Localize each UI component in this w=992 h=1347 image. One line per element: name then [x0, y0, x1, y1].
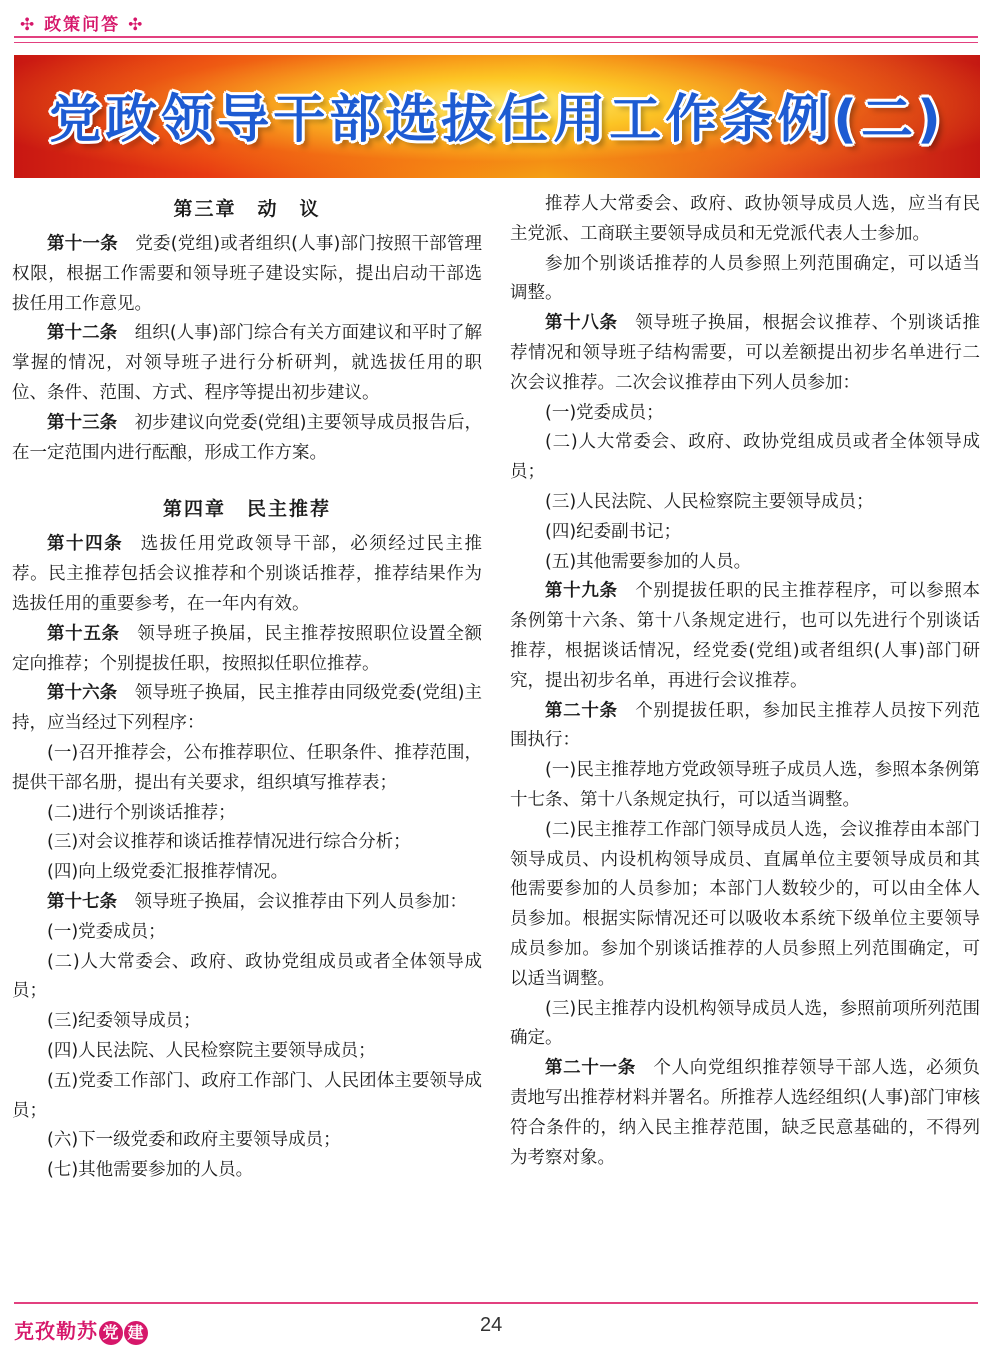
article-16-label: 第十六条 [47, 683, 118, 704]
article-17 [12, 888, 482, 918]
article-19-label: 第十九条 [545, 581, 618, 602]
article-13-label: 第十三条 [47, 412, 118, 433]
article-20-text: 个别提拔任职，参加民主推荐人员按下列范围执行： [510, 700, 981, 751]
article-17-item: (一)党委成员； [47, 921, 166, 942]
article-18-text: 领导班子换届，根据会议推荐、个别谈话推荐情况和领导班子结构需要，可以差额提出初步名单进行二次会议推荐。二次会议推荐由下列人员参加： [510, 313, 981, 393]
article-18-item: (三)人民法院、人民检察院主要领导成员； [545, 491, 874, 512]
chapter-3-heading: 第三章 动 议 [173, 198, 321, 220]
article-18-item: (五)其他需要参加的人员。 [545, 551, 752, 572]
article-21 [510, 1054, 980, 1173]
title-banner [14, 55, 980, 178]
article-18-label: 第十八条 [545, 313, 618, 334]
article-13 [12, 409, 482, 469]
article-12-label: 第十二条 [47, 323, 118, 344]
article-20-item: (三)民主推荐内设机构领导成员人选，参照前项所列范围确定。 [510, 998, 980, 1049]
article-17-item: (二)人大常委会、政府、政协党组成员或者全体领导成员； [12, 951, 482, 1002]
article-15-text: 领导班子换届，民主推荐按照职位设置全额定向推荐；个别提拔任职，按照拟任职位推荐。 [12, 623, 483, 674]
article-16-text: 领导班子换届，民主推荐由同级党委(党组)主持，应当经过下列程序： [12, 683, 483, 734]
top-divider-thin [14, 42, 978, 43]
top-divider [14, 36, 978, 38]
article-15-label: 第十五条 [47, 623, 120, 644]
footer-brand-badge: 建 [124, 1321, 148, 1345]
left-column [12, 190, 482, 1186]
paragraph: 推荐人大常委会、政府、政协领导成员人选，应当有民主党派、工商联主要领导成员和无党派代表人士参加。 [510, 194, 980, 244]
article-17-item: (七)其他需要参加的人员。 [47, 1160, 254, 1181]
article-16-item: (一)召开推荐会，公布推荐职位、任职条件、推荐范围，提供干部名册，提出有关要求，组织填写推荐表； [12, 742, 482, 793]
page-number: 24 [480, 1314, 503, 1336]
article-18-item: (四)纪委副书记； [545, 521, 682, 542]
chapter-4-heading: 第四章 民主推荐 [162, 498, 331, 521]
article-17-item: (四)人民法院、人民检察院主要领导成员； [47, 1040, 376, 1061]
article-13-text: 初步建议向党委(党组)主要领导成员报告后，在一定范围内进行酝酿，形成工作方案。 [12, 412, 483, 463]
article-18 [510, 309, 980, 398]
bottom-divider [14, 1302, 978, 1304]
article-18-item: (一)党委成员； [545, 402, 664, 423]
article-20 [510, 697, 980, 757]
article-21-label: 第二十一条 [545, 1058, 636, 1079]
right-column [510, 190, 980, 1173]
article-17-item: (三)纪委领导成员； [47, 1011, 201, 1032]
paragraph: 参加个别谈话推荐的人员参照上列范围确定，可以适当调整。 [510, 253, 980, 304]
article-16-item: (三)对会议推荐和谈话推荐情况进行综合分析； [47, 832, 411, 853]
article-19-text: 个别提拔任职的民主推荐程序，可以参照本条例第十六条、第十八条规定进行，也可以先进行个别谈话推荐，根据谈话情况，经党委(党组)或者组织(人事)部门研究，提出初步名单，再进行会议推荐。 [510, 581, 981, 691]
footer-brand-logo [14, 1315, 148, 1345]
article-17-text: 领导班子换届，会议推荐由下列人员参加： [134, 891, 467, 912]
article-17-label: 第十七条 [47, 891, 117, 912]
article-12 [12, 319, 482, 408]
footer-brand-text: 克孜勒苏 [14, 1319, 98, 1343]
article-14 [12, 530, 482, 619]
section-label: ✣ 政策问答 ✣ [20, 15, 145, 35]
article-11-label: 第十一条 [47, 234, 118, 254]
article-20-item: (二)民主推荐工作部门领导成员人选，会议推荐由本部门领导成员、内设机构领导成员、直属单位主要领导成员和其他需要参加的人员参加；本部门人数较少的，可以由全体人员参加。根据实际情况还可以吸收本系统下级单位主要领导成员参加。参加个别谈话推荐的人员参照上列范围确定，可以适当调整。 [510, 819, 980, 989]
article-11 [12, 230, 482, 319]
article-12-text: 组织(人事)部门综合有关方面建议和平时了解掌握的情况，对领导班子进行分析研判，就选拔任用的职位、条件、范围、方式、程序等提出初步建议。 [12, 323, 483, 403]
page-title: 党政领导干部选拔任用工作条例(二) [49, 90, 945, 150]
article-16 [12, 679, 482, 739]
article-14-label: 第十四条 [47, 534, 124, 555]
article-20-label: 第二十条 [545, 700, 618, 721]
article-17-item: (六)下一级党委和政府主要领导成员； [47, 1130, 341, 1151]
article-16-item: (四)向上级党委汇报推荐情况。 [47, 862, 289, 883]
article-11-text: 党委(党组)或者组织(人事)部门按照干部管理权限，根据工作需要和领导班子建设实际，提出启动干部选拔任用工作意见。 [12, 234, 483, 314]
article-16-item: (二)进行个别谈话推荐； [47, 802, 236, 823]
top-bar [14, 8, 978, 38]
article-20-item: (一)民主推荐地方党政领导班子成员人选，参照本条例第十七条、第十八条规定执行，可以适当调整。 [510, 760, 980, 810]
article-14-text: 选拔任用党政领导干部，必须经过民主推荐。民主推荐包括会议推荐和个别谈话推荐，推荐结果作为选拔任用的重要参考，在一年内有效。 [12, 534, 483, 614]
article-19 [510, 577, 980, 696]
footer-brand-badge: 党 [99, 1321, 123, 1345]
article-15 [12, 620, 482, 680]
article-18-item: (二)人大常委会、政府、政协党组成员或者全体领导成员； [510, 432, 980, 483]
article-17-item: (五)党委工作部门、政府工作部门、人民团体主要领导成员； [12, 1070, 482, 1121]
article-21-text: 个人向党组织推荐领导干部人选，必须负责地写出推荐材料并署名。所推荐人选经组织(人事)部门审核符合条件的，纳入民主推荐范围，缺乏民意基础的，不得列为考察对象。 [510, 1058, 981, 1168]
